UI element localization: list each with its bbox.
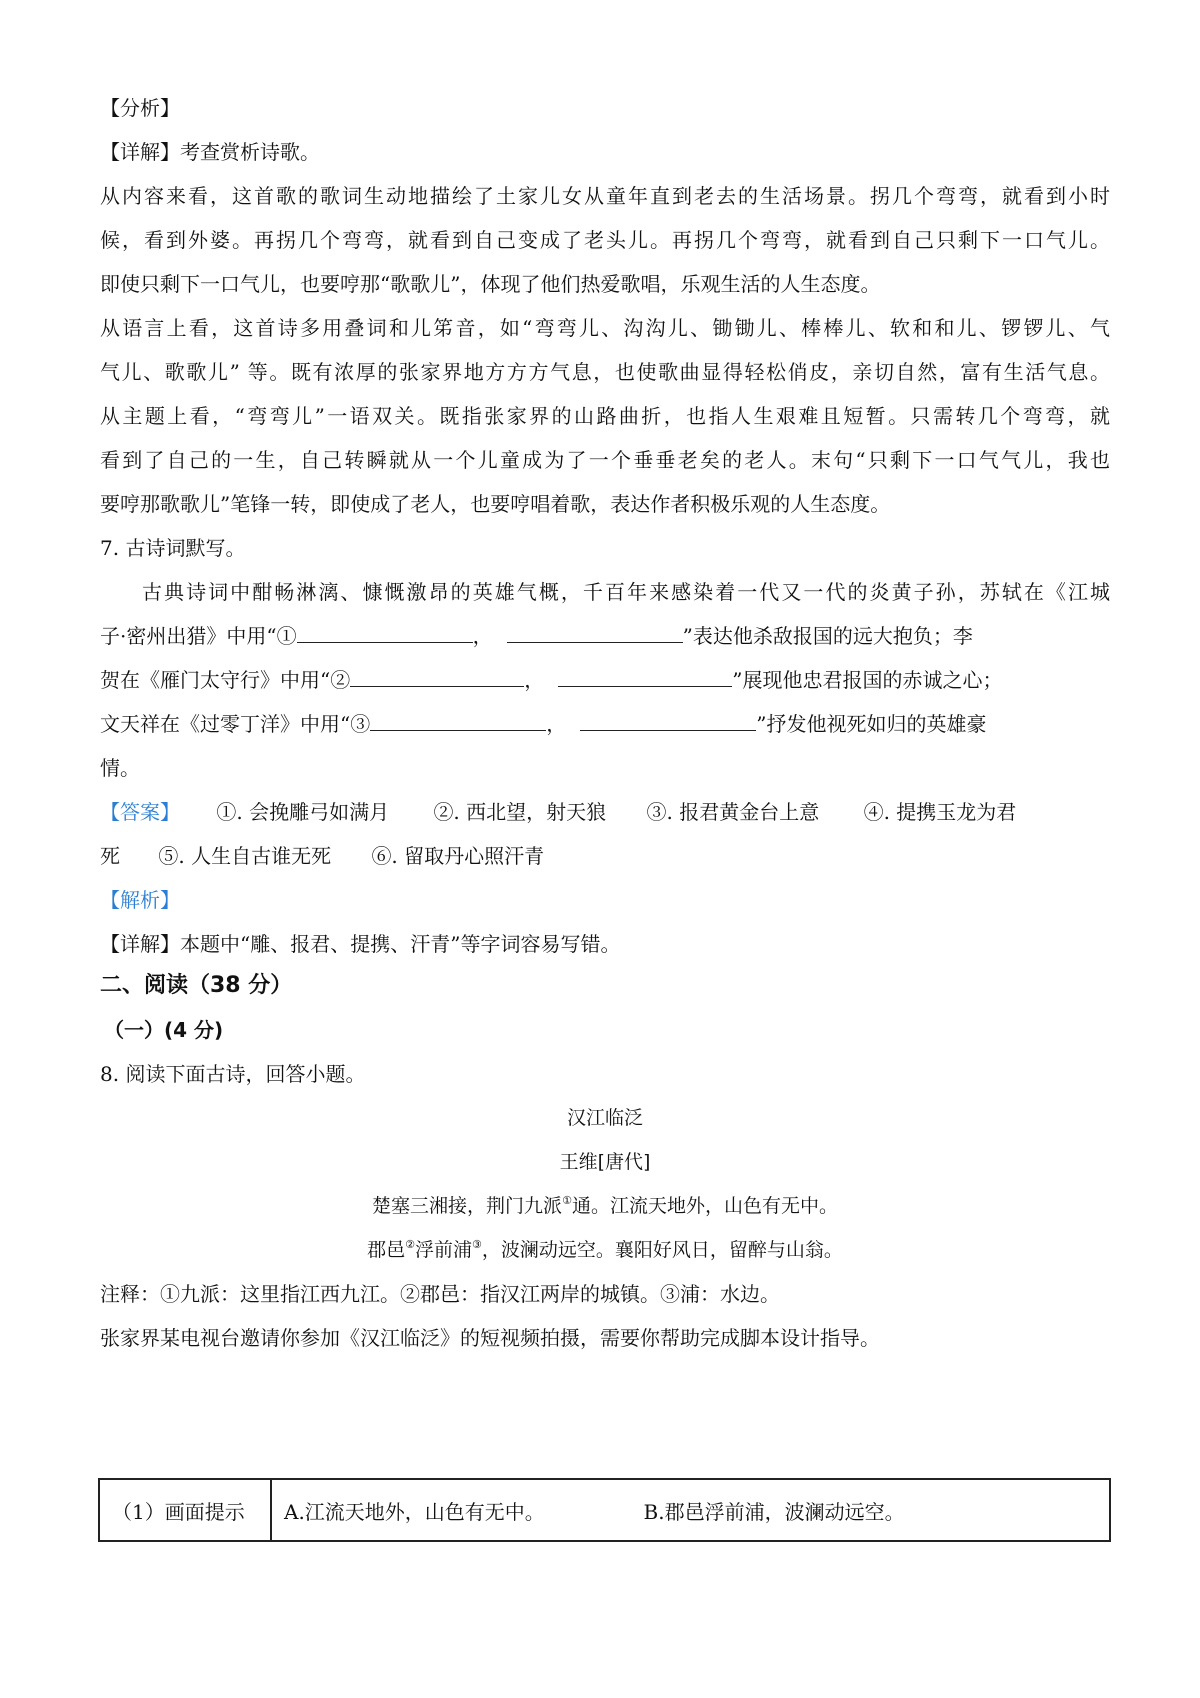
answer-item: ①. 会挽雕弓如满月 — [216, 800, 390, 824]
answer-line — [100, 842, 1110, 870]
detail-intro-text: 考查赏析诗歌。 — [180, 140, 320, 164]
answer-label: 【答案】 — [100, 800, 180, 824]
question-7-line: 情。 — [100, 756, 140, 780]
paragraph-line: 从主题上看，“弯弯儿”一语双关。既指张家界的山路曲折，也指人生艰难且短暂。只需转几个弯弯，就 — [100, 404, 1110, 428]
paragraph-line: 气儿、歌歌儿” 等。既有浓厚的张家界地方方方气息，也使歌曲显得轻松俏皮，亲切自然，富有生活气息。 — [100, 360, 1110, 384]
task-intro: 张家界某电视台邀请你参加《汉江临泛》的短视频拍摄，需要你帮助完成脚本设计指导。 — [100, 1326, 880, 1350]
answer-item: ⑤. 人生自古谁无死 — [158, 844, 332, 868]
paragraph-line: 从语言上看，这首诗多用叠词和儿笫音，如“弯弯儿、沟沟儿、锄锄儿、棒棒儿、软和和儿、锣锣儿、气 — [100, 316, 1110, 340]
section-2-subtitle: （一）(4 分) — [104, 1018, 224, 1042]
fill-blank-3b[interactable] — [580, 710, 756, 731]
script-table — [98, 1478, 1111, 1542]
answer-item: ⑥. 留取丹心照汗青 — [371, 844, 545, 868]
option-a: A.江流天地外，山色有无中。 — [284, 1499, 545, 1524]
paragraph-line: 候，看到外婆。再拐几个弯弯，就看到自己变成了老头儿。再拐几个弯弯，就看到自己只剩下一口气儿。 — [100, 228, 1110, 252]
fill-blank-2b[interactable] — [558, 666, 732, 687]
paragraph-line: 要哼那歌歌儿”笔锋一转，即使成了老人，也要哼唱着歌，表达作者积极乐观的人生态度。 — [100, 492, 891, 516]
option-b: B.郡邑浮前浦，波澜动远空。 — [643, 1499, 905, 1524]
question-7-line: 子·密州出猎》中用“① ， ”表达他杀敌报国的远大抱负；李 — [100, 624, 973, 648]
paragraph-line: 即使只剩下一口气儿，也要哼那“歌歌儿”，体现了他们热爱歌唱，乐观生活的人生态度。 — [100, 272, 881, 296]
poem-line: 郡邑②浮前浦③，波澜动远空。襄阳好风日，留醉与山翁。 — [367, 1238, 843, 1261]
answer-item: ④. 提携玉龙为君 — [863, 800, 1017, 824]
fill-blank-2a[interactable] — [350, 666, 524, 687]
fill-blank-1a[interactable] — [297, 622, 473, 643]
table-cell-label: （1）画面提示 — [99, 1479, 271, 1541]
answer-item: 死 — [100, 844, 120, 868]
poem-author: 王维[唐代] — [559, 1151, 651, 1173]
fill-blank-3a[interactable] — [370, 710, 546, 731]
section-2-title: 二、阅读（38 分） — [100, 973, 293, 998]
answer-item: ③. 报君黄金台上意 — [646, 800, 820, 824]
jiexi-label: 【解析】 — [100, 888, 180, 912]
table-row — [99, 1479, 1110, 1541]
question-7-line: 古典诗词中酣畅淋漓、慷慨激昂的英雄气概，千百年来感染着一代又一代的炎黄子孙，苏轼在《江城 — [142, 580, 1110, 604]
poem-title: 汉江临泛 — [566, 1107, 643, 1129]
analysis-heading — [100, 94, 1110, 122]
xiangjie-label: 【详解】 — [100, 140, 180, 164]
poem-line: 楚塞三湘接，荆门九派①通。江流天地外，山色有无中。 — [372, 1194, 838, 1217]
fenxi-label: 【分析】 — [100, 96, 180, 120]
question-7-title: 7. 古诗词默写。 — [100, 536, 246, 560]
answer-item: ②. 西北望，射天狼 — [433, 800, 607, 824]
detail-intro — [100, 138, 1110, 166]
question-8-title: 8. 阅读下面古诗，回答小题。 — [100, 1062, 366, 1086]
jiexi-detail: 【详解】本题中“雕、报君、提携、汗青”等字词容易写错。 — [100, 932, 621, 956]
paragraph-line: 看到了自己的一生，自己转瞬就从一个儿童成为了一个垂垂老矣的老人。末句“只剩下一口气气儿，我也 — [100, 448, 1110, 472]
paragraph-line: 从内容来看，这首歌的歌词生动地描绘了土家儿女从童年直到老去的生活场景。拐几个弯弯，就看到小时 — [100, 184, 1110, 208]
answer-line — [100, 798, 1110, 826]
table-cell-options — [271, 1479, 1110, 1541]
question-7-line: 文天祥在《过零丁洋》中用“③ ， ”抒发他视死如归的英雄豪 — [100, 712, 987, 736]
fill-blank-1b[interactable] — [507, 622, 683, 643]
poem-notes: 注释：①九派：这里指江西九江。②郡邑：指汉江两岸的城镇。③浦：水边。 — [100, 1282, 780, 1306]
question-7-line: 贺在《雁门太守行》中用“② ， ”展现他忠君报国的赤诚之心； — [100, 668, 1003, 692]
